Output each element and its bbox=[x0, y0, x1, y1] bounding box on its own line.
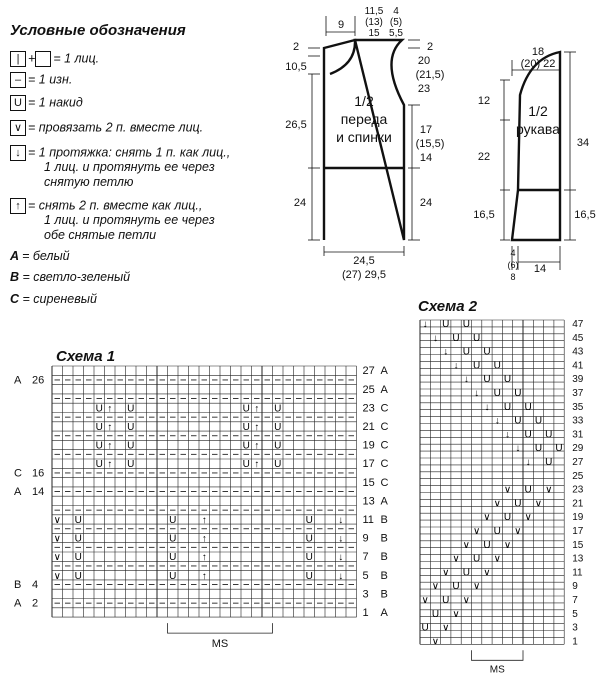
schema2-row-number: 41 bbox=[572, 360, 584, 372]
legend-ssk-l2: 1 лиц. и протянуть ее через bbox=[44, 160, 215, 174]
yo-mark: U bbox=[555, 443, 563, 455]
yo-mark: U bbox=[305, 533, 313, 545]
color-a-letter: A bbox=[10, 249, 19, 263]
purl-symbol-icon: – bbox=[10, 72, 26, 88]
sleeve-left-165: 16,5 bbox=[473, 209, 495, 221]
yo-mark: U bbox=[74, 533, 82, 545]
sk2p-mark: ↑ bbox=[107, 459, 113, 471]
yo-mark: U bbox=[534, 443, 543, 455]
body-shoulder-l3: 15 bbox=[368, 28, 380, 39]
yo-mark: U bbox=[242, 421, 250, 433]
body-right-20: 20 bbox=[417, 55, 431, 67]
k2tog-mark: ∨ bbox=[545, 484, 553, 496]
body-right-14: 14 bbox=[419, 152, 433, 164]
yo-mark: U bbox=[274, 440, 282, 452]
body-label-l2: переда bbox=[340, 111, 388, 127]
schema2-row-number: 1 bbox=[572, 636, 578, 648]
ssk-mark: ↓ bbox=[443, 346, 449, 358]
body-right-top-l1: 4 bbox=[393, 6, 399, 17]
ssk-mark: ↓ bbox=[484, 401, 490, 413]
schema1-left-color: A bbox=[14, 374, 22, 387]
ssk-symbol-icon: ↓ bbox=[10, 145, 26, 161]
yo-mark: U bbox=[473, 360, 481, 372]
schema1-row-number: 15 bbox=[362, 476, 375, 489]
yo-mark: U bbox=[169, 570, 177, 582]
ssk-mark: ↓ bbox=[463, 374, 469, 386]
sk2p-mark: ↑ bbox=[254, 459, 260, 471]
schema1-row-number: 25 bbox=[362, 383, 375, 396]
schema1-ms-label: MS bbox=[211, 638, 229, 651]
sleeve-bottom-8: 8 bbox=[510, 272, 516, 282]
yo-mark: U bbox=[305, 514, 313, 526]
legend-ssk-l3: снятую петлю bbox=[44, 175, 134, 189]
yo-mark: U bbox=[545, 429, 553, 441]
schema1-row-number: 5 bbox=[362, 569, 369, 582]
schema1-row-color: B bbox=[380, 588, 388, 601]
ssk-mark: ↓ bbox=[338, 552, 344, 564]
schema2-row-number: 23 bbox=[572, 484, 584, 496]
legend-sk2p-l2: 1 лиц. и протянуть ее через bbox=[44, 213, 215, 227]
schema1-ms-bracket bbox=[168, 623, 273, 633]
sk2p-mark: ↑ bbox=[107, 421, 113, 433]
k2tog-mark: ∨ bbox=[493, 498, 501, 510]
yo-mark: U bbox=[431, 608, 440, 620]
body-label-l1: 1/2 bbox=[354, 93, 374, 109]
sk2p-mark: ↑ bbox=[254, 421, 260, 433]
yo-mark: U bbox=[242, 403, 250, 415]
body-right-top-l2: (5) bbox=[389, 17, 403, 28]
schema1-left-number: 26 bbox=[32, 374, 45, 387]
body-bottom-l1: 24,5 bbox=[353, 255, 375, 267]
legend-k2tog-text: = провязать 2 п. вместе лиц. bbox=[28, 120, 204, 135]
yo-mark: U bbox=[242, 459, 250, 471]
sleeve-label-l2: рукава bbox=[516, 121, 560, 137]
color-b-letter: B bbox=[10, 270, 20, 284]
sleeve-left-12: 12 bbox=[477, 95, 491, 107]
yo-mark: U bbox=[503, 401, 512, 413]
color-b-text: = светло-зеленый bbox=[22, 270, 131, 284]
sk2p-mark: ↑ bbox=[107, 403, 113, 415]
body-right-2: 2 bbox=[426, 41, 434, 53]
schema2-row-number: 39 bbox=[572, 374, 584, 386]
k2tog-mark: ∨ bbox=[472, 525, 481, 537]
schema1-left-number: 14 bbox=[32, 486, 45, 499]
schema1-row-number: 3 bbox=[362, 588, 369, 601]
yo-mark: U bbox=[493, 525, 501, 537]
yo-mark: U bbox=[127, 421, 135, 433]
schema1-row-color: A bbox=[380, 365, 388, 378]
sleeve-outline bbox=[512, 52, 560, 240]
schema1-row-number: 21 bbox=[362, 420, 375, 433]
yo-mark: U bbox=[74, 514, 82, 526]
schema2-row-number: 9 bbox=[572, 581, 578, 593]
schema1-left-color: C bbox=[14, 467, 22, 480]
ssk-mark: ↓ bbox=[474, 387, 480, 399]
yo-mark: U bbox=[95, 403, 103, 415]
body-shoulder-l1: 11,5 bbox=[364, 6, 384, 17]
yo-mark: U bbox=[473, 553, 481, 565]
sk2p-symbol-icon: ↑ bbox=[10, 198, 26, 214]
k2tog-mark: ∨ bbox=[53, 552, 61, 564]
sleeve-top: 18 bbox=[531, 46, 545, 58]
yo-mark: U bbox=[493, 360, 501, 372]
ssk-mark: ↓ bbox=[453, 360, 459, 372]
ssk-mark: ↓ bbox=[422, 318, 428, 330]
schema1-row-number: 13 bbox=[362, 495, 375, 508]
k2tog-mark: ∨ bbox=[483, 567, 491, 579]
yo-mark: U bbox=[462, 318, 470, 330]
legend-plus: + bbox=[28, 51, 36, 66]
schema1-row-color: C bbox=[380, 476, 389, 489]
yo-mark: U bbox=[305, 570, 313, 582]
schema1-row-number: 19 bbox=[362, 439, 375, 452]
yo-mark: U bbox=[503, 374, 512, 386]
k2tog-mark: ∨ bbox=[514, 525, 522, 537]
schema2-row-number: 43 bbox=[572, 346, 584, 358]
k2tog-mark: ∨ bbox=[53, 570, 61, 582]
schema1-row-color: B bbox=[380, 569, 388, 582]
schema2-row-number: 27 bbox=[572, 456, 584, 468]
yo-mark: U bbox=[74, 570, 82, 582]
schema1-row-color: C bbox=[380, 420, 389, 433]
yo-mark: U bbox=[95, 421, 103, 433]
sleeve-left-22: 22 bbox=[477, 151, 491, 163]
body-left-105: 10,5 bbox=[285, 61, 307, 73]
schema1-left-color: A bbox=[14, 597, 22, 610]
yo-mark: U bbox=[462, 567, 470, 579]
sk2p-mark: ↑ bbox=[201, 533, 207, 545]
yo-mark: U bbox=[274, 459, 282, 471]
schema2-row-number: 29 bbox=[572, 443, 584, 455]
schema1-row-number: 7 bbox=[362, 551, 369, 564]
k2tog-mark: ∨ bbox=[524, 512, 532, 524]
schema1-row-number: 9 bbox=[362, 532, 369, 545]
yo-mark: U bbox=[169, 514, 177, 526]
schema1-row-color: B bbox=[380, 532, 388, 545]
color-c-text: = сиреневый bbox=[22, 292, 97, 306]
schema2-row-number: 19 bbox=[572, 512, 584, 524]
body-right-23: 23 bbox=[417, 83, 431, 95]
sk2p-mark: ↑ bbox=[254, 440, 260, 452]
ssk-mark: ↓ bbox=[338, 514, 344, 526]
schema2-row-number: 35 bbox=[572, 401, 584, 413]
k2tog-mark: ∨ bbox=[442, 567, 450, 579]
k2tog-mark: ∨ bbox=[472, 581, 481, 593]
yo-mark: U bbox=[452, 332, 460, 344]
schema2-row-number: 11 bbox=[572, 567, 583, 579]
yo-mark: U bbox=[483, 539, 491, 551]
schema1-left-number: 16 bbox=[32, 467, 45, 480]
k2tog-mark: ∨ bbox=[483, 512, 491, 524]
yo-mark: U bbox=[473, 332, 481, 344]
color-c-letter: C bbox=[10, 292, 20, 306]
body-right-top-l3: 5,5 bbox=[389, 28, 403, 39]
schema2-row-number: 47 bbox=[572, 318, 584, 330]
sleeve-right-34: 34 bbox=[576, 137, 590, 149]
sleeve-bottom-6: (6) bbox=[507, 260, 519, 270]
k2tog-mark: ∨ bbox=[53, 514, 61, 526]
legend-yo-text: = 1 накид bbox=[28, 95, 83, 110]
k2tog-mark: ∨ bbox=[431, 636, 440, 648]
yo-mark: U bbox=[169, 552, 177, 564]
schema1-row-color: C bbox=[380, 439, 389, 452]
schema1-row-color: C bbox=[380, 402, 389, 415]
schema1-row-color: C bbox=[380, 458, 389, 471]
k2tog-mark: ∨ bbox=[421, 594, 429, 606]
body-right-215: (21,5) bbox=[415, 69, 445, 81]
schema1-row-number: 17 bbox=[362, 458, 375, 471]
schema2-chart bbox=[410, 310, 600, 676]
k2tog-mark: ∨ bbox=[442, 622, 450, 634]
yo-mark: U bbox=[442, 318, 450, 330]
schema2-ms-label: MS bbox=[489, 664, 505, 676]
yo-mark: U bbox=[95, 459, 103, 471]
body-label-l3: и спинки bbox=[336, 129, 392, 145]
knit-symbol-icon: | bbox=[10, 51, 26, 67]
legend-knit-text: = 1 лиц. bbox=[53, 51, 100, 66]
yo-mark: U bbox=[462, 346, 470, 358]
sk2p-mark: ↑ bbox=[201, 514, 207, 526]
schema1-row-color: B bbox=[380, 513, 388, 526]
yo-mark: U bbox=[274, 421, 282, 433]
k2tog-mark: ∨ bbox=[431, 581, 440, 593]
schema2-row-number: 13 bbox=[572, 553, 584, 565]
yo-mark: U bbox=[514, 387, 522, 399]
ssk-mark: ↓ bbox=[515, 443, 521, 455]
legend-purl-text: = 1 изн. bbox=[28, 72, 73, 87]
sleeve-bottom-14: 14 bbox=[533, 263, 547, 275]
yo-mark: U bbox=[524, 429, 532, 441]
yo-mark: U bbox=[545, 456, 553, 468]
schema1-row-color: A bbox=[380, 495, 388, 508]
body-right-24: 24 bbox=[419, 197, 433, 209]
k2tog-mark: ∨ bbox=[503, 484, 512, 496]
yo-mark: U bbox=[452, 581, 460, 593]
sk2p-mark: ↑ bbox=[201, 570, 207, 582]
body-right-17: 17 bbox=[419, 124, 433, 136]
schema1-row-color: A bbox=[380, 383, 388, 396]
schema1-row-number: 23 bbox=[362, 402, 375, 415]
schema1-left-color: A bbox=[14, 486, 22, 499]
legend-sk2p-l3: обе снятые петли bbox=[44, 228, 157, 242]
body-bottom-l2: (27) 29,5 bbox=[341, 269, 387, 281]
yo-mark: U bbox=[483, 346, 491, 358]
schema2-row-number: 33 bbox=[572, 415, 584, 427]
sk2p-mark: ↑ bbox=[107, 440, 113, 452]
k2tog-symbol-icon: ∨ bbox=[10, 120, 26, 136]
sk2p-mark: ↑ bbox=[254, 403, 260, 415]
yo-mark: U bbox=[305, 552, 313, 564]
schema2-row-number: 45 bbox=[572, 332, 584, 344]
schema2-ms-bracket bbox=[472, 650, 524, 660]
body-shoulder-l2: (13) bbox=[365, 17, 383, 28]
ssk-mark: ↓ bbox=[505, 429, 511, 441]
yo-mark: U bbox=[169, 533, 177, 545]
schema1-row-color: A bbox=[380, 606, 388, 619]
legend-ssk-l1: = 1 протяжка: снять 1 п. как лиц., bbox=[28, 145, 231, 160]
schema2-title: Схема 2 bbox=[418, 298, 478, 315]
schema2-row-number: 21 bbox=[572, 498, 584, 510]
ssk-mark: ↓ bbox=[525, 456, 531, 468]
legend-title: Условные обозначения bbox=[10, 22, 186, 39]
yo-mark: U bbox=[95, 440, 103, 452]
schema1-left-number: 2 bbox=[32, 597, 39, 610]
schema1-title: Схема 1 bbox=[56, 348, 116, 365]
legend-sk2p-l1: = снять 2 п. вместе как лиц., bbox=[28, 198, 203, 213]
k2tog-mark: ∨ bbox=[493, 553, 501, 565]
schema1-row-number: 1 bbox=[362, 606, 369, 619]
sk2p-mark: ↑ bbox=[201, 552, 207, 564]
yo-mark: U bbox=[524, 484, 532, 496]
k2tog-mark: ∨ bbox=[452, 553, 460, 565]
yo-mark: U bbox=[242, 440, 250, 452]
sleeve-right-165: 16,5 bbox=[574, 209, 596, 221]
schema2-row-number: 31 bbox=[572, 429, 584, 441]
body-left-2: 2 bbox=[292, 41, 300, 53]
schema2-row-number: 25 bbox=[572, 470, 584, 482]
schema1-left-color: B bbox=[14, 579, 22, 592]
schema2-row-number: 37 bbox=[572, 387, 584, 399]
body-left-24: 24 bbox=[293, 197, 307, 209]
yo-mark: U bbox=[127, 403, 135, 415]
yo-mark: U bbox=[274, 403, 282, 415]
k2tog-mark: ∨ bbox=[452, 608, 460, 620]
yo-mark: U bbox=[74, 552, 82, 564]
yo-mark: U bbox=[534, 415, 543, 427]
schema1-row-number: 11 bbox=[362, 513, 374, 526]
yo-mark: U bbox=[514, 415, 522, 427]
k2tog-mark: ∨ bbox=[462, 594, 471, 606]
yo-mark: U bbox=[503, 512, 512, 524]
k2tog-mark: ∨ bbox=[53, 533, 61, 545]
sleeve-label-l1: 1/2 bbox=[528, 103, 548, 119]
schema2-row-number: 17 bbox=[572, 525, 584, 537]
schema2-row-number: 3 bbox=[572, 622, 578, 634]
yo-mark: U bbox=[524, 401, 532, 413]
schema2-row-number: 7 bbox=[572, 594, 578, 606]
schema2-row-number: 15 bbox=[572, 539, 584, 551]
color-a-text: = белый bbox=[22, 249, 70, 263]
sleeve-bottom-4: 4 bbox=[510, 248, 516, 258]
yo-mark: U bbox=[514, 498, 522, 510]
schema1-chart bbox=[0, 360, 410, 676]
schema1-row-number: 27 bbox=[362, 365, 375, 378]
body-neck: 9 bbox=[337, 19, 345, 31]
yarnover-symbol-icon: U bbox=[10, 95, 26, 111]
ssk-mark: ↓ bbox=[494, 415, 500, 427]
yo-mark: U bbox=[483, 374, 491, 386]
body-right-155: (15,5) bbox=[415, 138, 445, 150]
schematics bbox=[0, 0, 600, 300]
k2tog-mark: ∨ bbox=[503, 539, 512, 551]
schema2-row-number: 5 bbox=[572, 608, 578, 620]
k2tog-mark: ∨ bbox=[462, 539, 471, 551]
schema1-row-color: B bbox=[380, 551, 388, 564]
sleeve-top-sizes: (20) 22 bbox=[520, 58, 556, 70]
yo-mark: U bbox=[493, 387, 501, 399]
yo-mark: U bbox=[127, 459, 135, 471]
ssk-mark: ↓ bbox=[432, 332, 438, 344]
yo-mark: U bbox=[421, 622, 429, 634]
body-left-265: 26,5 bbox=[285, 119, 307, 131]
schema1-left-number: 4 bbox=[32, 579, 39, 592]
k2tog-mark: ∨ bbox=[534, 498, 543, 510]
yo-mark: U bbox=[127, 440, 135, 452]
ssk-mark: ↓ bbox=[338, 533, 344, 545]
yo-mark: U bbox=[442, 594, 450, 606]
ssk-mark: ↓ bbox=[338, 570, 344, 582]
